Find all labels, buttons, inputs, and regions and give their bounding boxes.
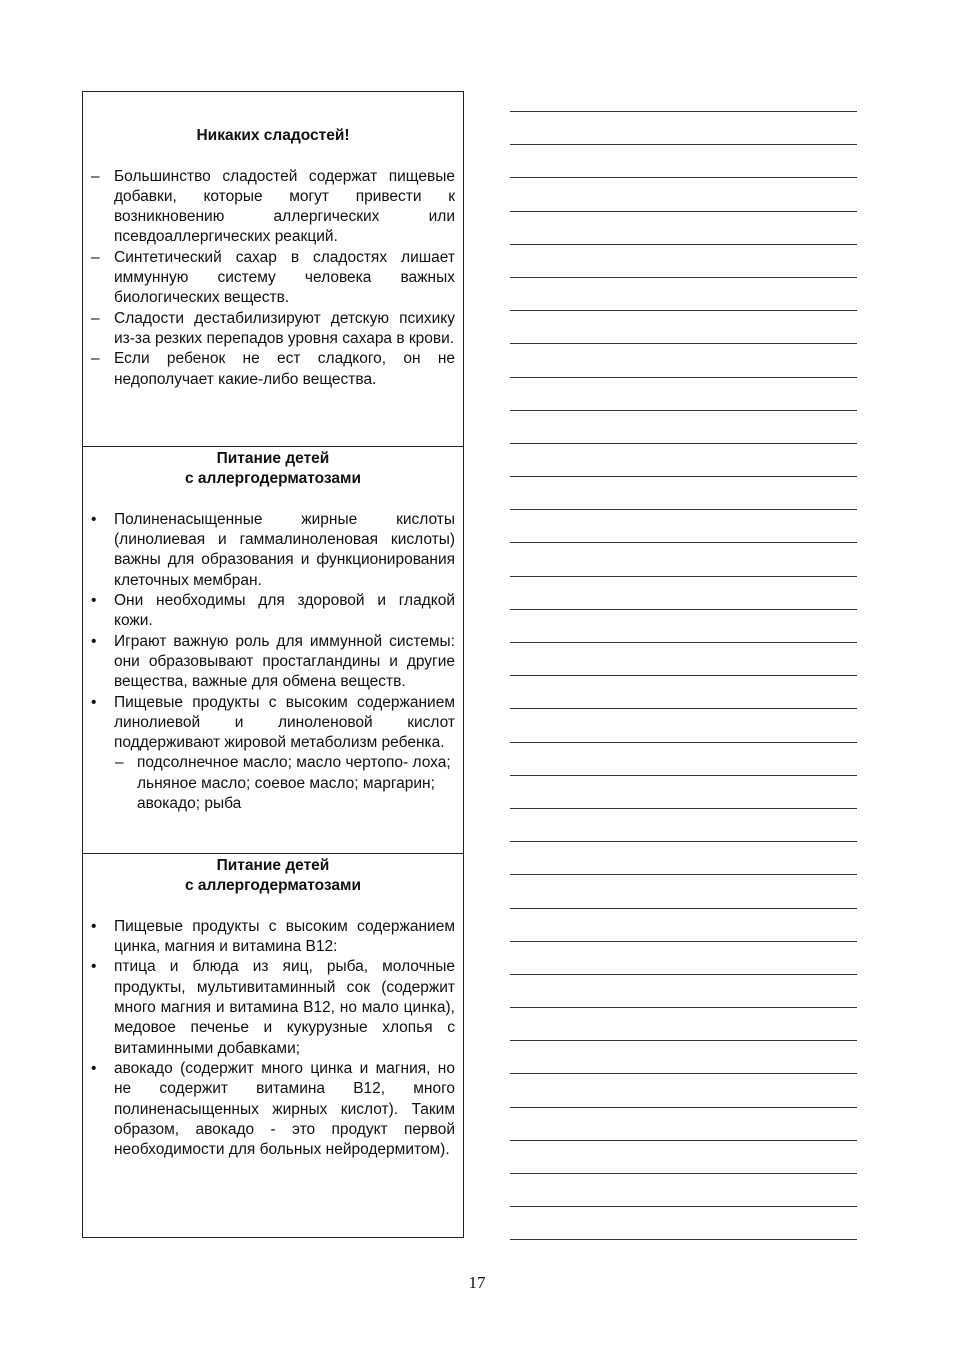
list-item-text: Пищевые продукты с высоким содержанием линолиевой и линоленовой кислот поддерживают жировой метаболизм ребенка. [114, 693, 455, 752]
list-item [91, 917, 455, 958]
note-line [510, 509, 857, 542]
dash-marker: – [91, 167, 100, 185]
note-line [510, 443, 857, 476]
sub-list-line: маргарин; авокадо; рыба [137, 774, 435, 813]
note-line [510, 277, 857, 310]
sub-list-item [91, 753, 455, 814]
note-line [510, 410, 857, 443]
note-line [510, 1173, 857, 1206]
note-line [510, 377, 857, 410]
note-line [510, 775, 857, 808]
note-line [510, 1107, 857, 1140]
note-line [510, 1073, 857, 1106]
note-line [510, 144, 857, 177]
bullet-marker: • [91, 693, 97, 711]
bullet-list [91, 510, 455, 754]
list-item [91, 591, 455, 632]
list-item-text: птица и блюда из яиц, рыба, молочные продукты, мультивитаминный сок (содержит много магния и витамина B12, но мало цинка), медовое печенье и кукурузные хлопья с витаминными добавками; [114, 958, 455, 1057]
note-line [510, 244, 857, 277]
list-item [91, 349, 455, 390]
sub-list [91, 753, 455, 814]
list-item [91, 510, 455, 591]
list-item [91, 1059, 455, 1160]
slide-nutrition-zinc-magnesium [83, 853, 463, 1237]
note-line [510, 642, 857, 675]
slides-panel [82, 91, 464, 1238]
note-line [510, 211, 857, 244]
note-line [510, 177, 857, 210]
sub-list-line: лоха; льняное масло; соевое масло; [137, 754, 451, 792]
slide-title [91, 449, 455, 490]
note-line [510, 310, 857, 343]
note-line [510, 841, 857, 874]
bullet-list [91, 167, 455, 390]
bullet-marker: • [91, 632, 97, 650]
dash-marker: – [91, 350, 100, 368]
note-line [510, 908, 857, 941]
slide-title-line: Питание детей [216, 857, 330, 874]
list-item-text: Большинство сладостей содержат пищевые добавки, которые могут привести к возникновению аллергических или псевдоаллергических реакций. [114, 167, 455, 246]
note-line [510, 874, 857, 907]
bullet-marker: • [91, 958, 97, 976]
list-item-text: Полиненасыщенные жирные кислоты (линолиевая и гаммалиноленовая кислоты) важны для образования и функционирования клеточных мембран. [114, 510, 455, 589]
page-number: 17 [468, 1273, 486, 1292]
list-item [91, 632, 455, 693]
list-item [91, 248, 455, 309]
list-item-text: Пищевые продукты с высоким содержанием цинка, магния и витамина B12: [114, 917, 455, 956]
note-line [510, 675, 857, 708]
note-line [510, 1206, 857, 1239]
slide-title [91, 856, 455, 897]
note-line [510, 576, 857, 609]
bullet-list [91, 917, 455, 1161]
note-line [510, 974, 857, 1007]
list-item-text: авокадо (содержит много цинка и магния, но не содержит витамина B12, много полиненасыщенных жирных кислот). Таким образом, авокадо - это продукт первой необходимости для больных нейродермитом). [114, 1059, 455, 1159]
bullet-marker: • [91, 917, 97, 935]
note-line [510, 476, 857, 509]
notes-ruled-lines [510, 111, 857, 1273]
note-line [510, 1040, 857, 1073]
list-item [91, 309, 455, 350]
note-line [510, 808, 857, 841]
list-item [91, 957, 455, 1058]
list-item [91, 167, 455, 248]
note-line [510, 542, 857, 575]
slide-title-line: Никаких сладостей! [196, 127, 350, 144]
bullet-marker: • [91, 592, 97, 610]
slide-title-line: с аллергодерматозами [184, 470, 361, 488]
note-line [510, 1239, 857, 1272]
slide-title-line: Питание детей [216, 450, 330, 467]
dash-marker: – [115, 754, 124, 772]
list-item-text: Они необходимы для здоровой и гладкой кожи. [114, 592, 455, 630]
note-line [510, 1140, 857, 1173]
note-line [510, 111, 857, 144]
dash-marker: – [91, 309, 100, 327]
dash-marker: – [91, 248, 100, 266]
bullet-marker: • [91, 510, 97, 528]
list-item-text: Сладости дестабилизируют детскую психику из-за резких перепадов уровня сахара в крови. [114, 309, 455, 347]
note-line [510, 708, 857, 741]
list-item [91, 693, 455, 754]
slide-title-line: с аллергодерматозами [184, 877, 361, 895]
list-item-text: Синтетический сахар в сладостях лишает иммунную систему человека важных биологических веществ. [114, 248, 455, 307]
list-item-text: Если ребенок не ест сладкого, он не недополучает какие-либо вещества. [114, 350, 455, 388]
slide-nutrition-fatty-acids [83, 446, 463, 853]
note-line [510, 742, 857, 775]
note-line [510, 343, 857, 376]
note-line [510, 941, 857, 974]
bullet-marker: • [91, 1059, 97, 1077]
note-line [510, 1007, 857, 1040]
note-line [510, 609, 857, 642]
slide-title [91, 126, 455, 146]
slide-no-sweets [83, 92, 463, 446]
sub-list-line: подсолнечное масло; масло чертопо- [137, 754, 409, 772]
list-item-text: Играют важную роль для иммунной системы: они образовывают простагландины и другие вещества, важные для обмена веществ. [114, 632, 455, 691]
